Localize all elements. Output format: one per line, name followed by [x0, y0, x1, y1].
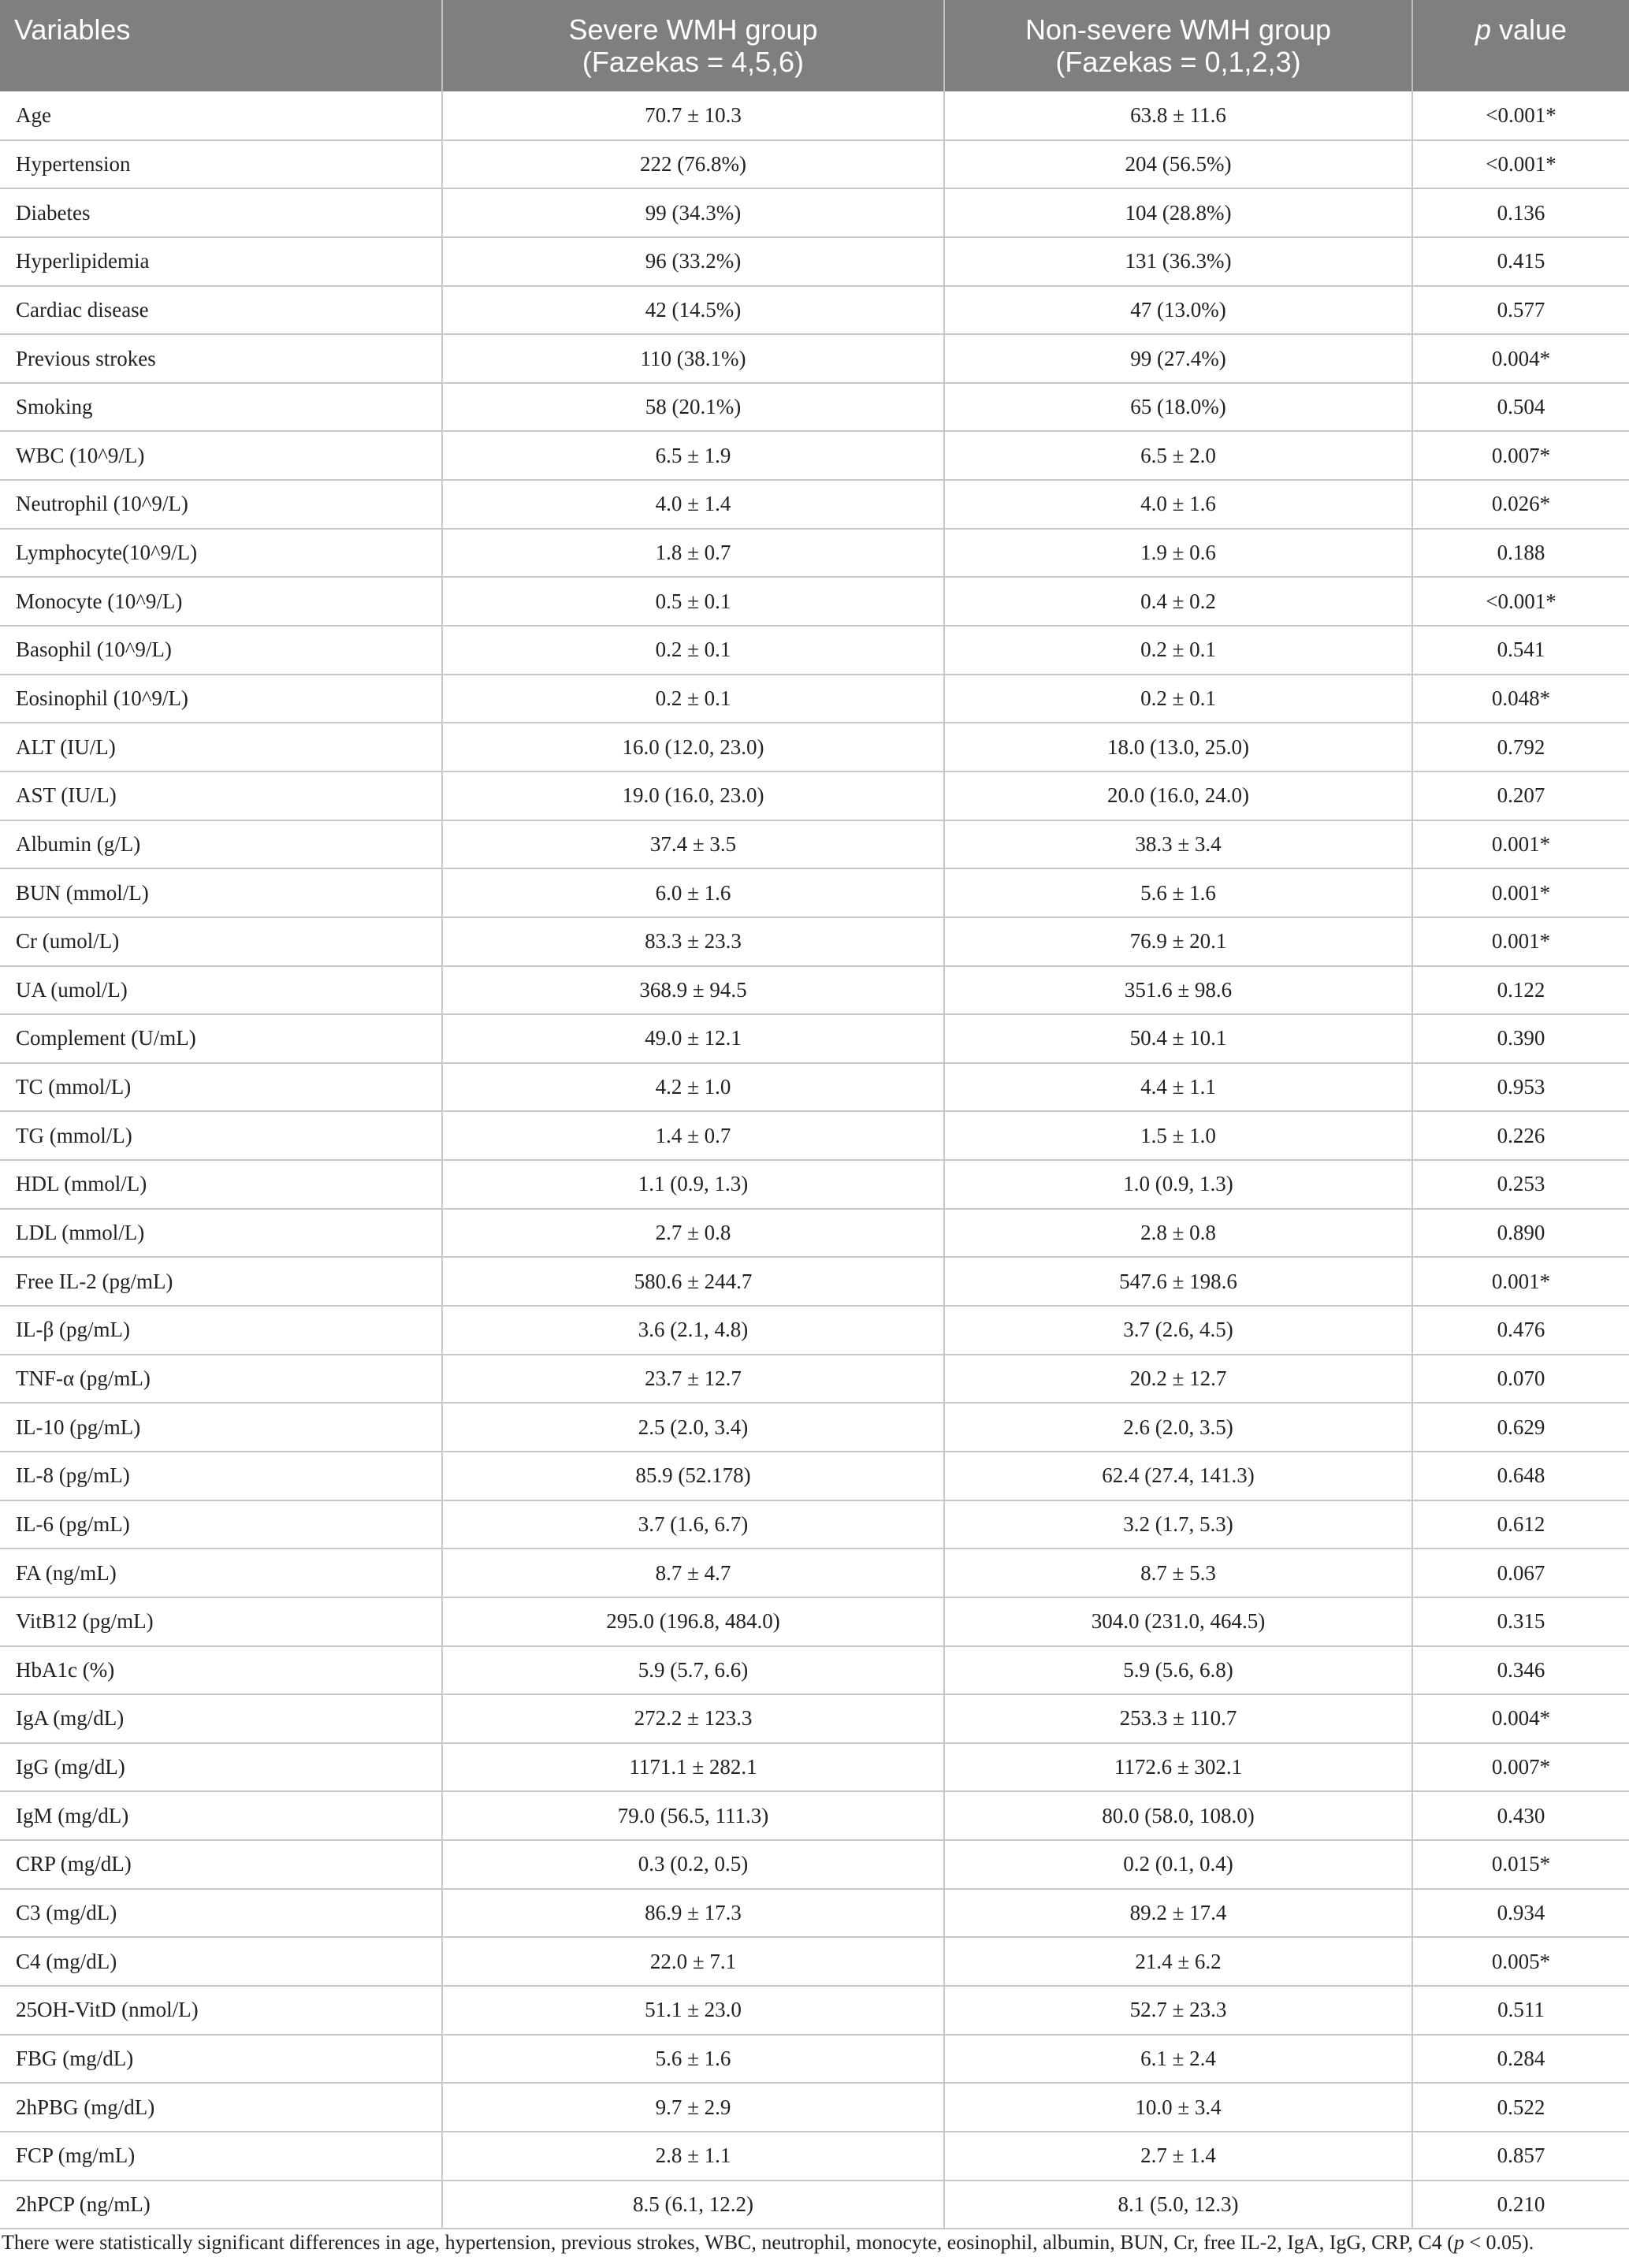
cell-nonsevere-value: 18.0 (13.0, 25.0) [944, 723, 1412, 771]
cell-severe-value: 580.6 ± 244.7 [442, 1257, 944, 1306]
cell-variable: Lymphocyte(10^9/L) [0, 529, 442, 578]
table-row [0, 286, 1629, 335]
cell-variable: Albumin (g/L) [0, 820, 442, 869]
header-p-value [1412, 0, 1629, 91]
cell-p-value: 0.070 [1412, 1355, 1629, 1404]
cell-variable: Age [0, 91, 442, 140]
cell-severe-value: 0.2 ± 0.1 [442, 626, 944, 675]
table-row [0, 1014, 1629, 1063]
cell-severe-value: 9.7 ± 2.9 [442, 2083, 944, 2132]
cell-severe-value: 83.3 ± 23.3 [442, 917, 944, 966]
table-row [0, 1549, 1629, 1597]
table-row [0, 2181, 1629, 2229]
cell-nonsevere-value: 62.4 (27.4, 141.3) [944, 1452, 1412, 1500]
table-row [0, 1791, 1629, 1840]
cell-severe-value: 0.5 ± 0.1 [442, 577, 944, 626]
header-p-italic: p [1475, 13, 1491, 46]
cell-variable: Diabetes [0, 188, 442, 237]
cell-nonsevere-value: 0.2 (0.1, 0.4) [944, 1840, 1412, 1889]
header-row [0, 0, 1629, 91]
cell-severe-value: 51.1 ± 23.0 [442, 1986, 944, 2035]
cell-nonsevere-value: 204 (56.5%) [944, 140, 1412, 189]
cell-variable: Free IL-2 (pg/mL) [0, 1257, 442, 1306]
footnote-p-italic: p [1453, 2231, 1464, 2254]
cell-p-value: 0.541 [1412, 626, 1629, 675]
cell-nonsevere-value: 5.9 (5.6, 6.8) [944, 1646, 1412, 1695]
table-row [0, 868, 1629, 917]
cell-severe-value: 0.3 (0.2, 0.5) [442, 1840, 944, 1889]
cell-p-value: 0.226 [1412, 1111, 1629, 1160]
table-row [0, 1500, 1629, 1549]
cell-severe-value: 222 (76.8%) [442, 140, 944, 189]
cell-p-value: 0.207 [1412, 771, 1629, 820]
cell-p-value: 0.792 [1412, 723, 1629, 771]
cell-nonsevere-value: 3.7 (2.6, 4.5) [944, 1306, 1412, 1355]
cell-p-value: 0.001* [1412, 868, 1629, 917]
cell-variable: C3 (mg/dL) [0, 1889, 442, 1938]
cell-nonsevere-value: 6.5 ± 2.0 [944, 431, 1412, 480]
cell-nonsevere-value: 0.2 ± 0.1 [944, 626, 1412, 675]
table-row [0, 480, 1629, 529]
cell-severe-value: 368.9 ± 94.5 [442, 966, 944, 1015]
table-row [0, 2083, 1629, 2132]
cell-variable: TC (mmol/L) [0, 1063, 442, 1112]
cell-variable: Eosinophil (10^9/L) [0, 675, 442, 723]
cell-p-value: 0.001* [1412, 820, 1629, 869]
cell-severe-value: 99 (34.3%) [442, 188, 944, 237]
cell-p-value: <0.001* [1412, 140, 1629, 189]
cell-variable: Neutrophil (10^9/L) [0, 480, 442, 529]
cell-nonsevere-value: 4.0 ± 1.6 [944, 480, 1412, 529]
cell-severe-value: 1.1 (0.9, 1.3) [442, 1160, 944, 1209]
cell-nonsevere-value: 6.1 ± 2.4 [944, 2035, 1412, 2084]
cell-nonsevere-value: 99 (27.4%) [944, 334, 1412, 383]
header-nonsevere-line1: Non-severe WMH group [1025, 13, 1332, 46]
table-row [0, 1840, 1629, 1889]
cell-p-value: 0.648 [1412, 1452, 1629, 1500]
cell-p-value: 0.004* [1412, 334, 1629, 383]
cell-p-value: 0.415 [1412, 237, 1629, 286]
cell-p-value: 0.136 [1412, 188, 1629, 237]
table-row [0, 1743, 1629, 1792]
cell-p-value: 0.048* [1412, 675, 1629, 723]
cell-nonsevere-value: 8.7 ± 5.3 [944, 1549, 1412, 1597]
header-p-rest: value [1490, 13, 1568, 46]
table-row [0, 1597, 1629, 1646]
cell-nonsevere-value: 21.4 ± 6.2 [944, 1937, 1412, 1986]
cell-p-value: <0.001* [1412, 577, 1629, 626]
cell-nonsevere-value: 0.2 ± 0.1 [944, 675, 1412, 723]
cell-severe-value: 4.2 ± 1.0 [442, 1063, 944, 1112]
table-row [0, 1257, 1629, 1306]
cell-variable: HbA1c (%) [0, 1646, 442, 1695]
table-footnote [0, 2231, 1629, 2255]
cell-p-value: 0.005* [1412, 1937, 1629, 1986]
cell-nonsevere-value: 3.2 (1.7, 5.3) [944, 1500, 1412, 1549]
cell-severe-value: 70.7 ± 10.3 [442, 91, 944, 140]
cell-nonsevere-value: 63.8 ± 11.6 [944, 91, 1412, 140]
cell-nonsevere-value: 0.4 ± 0.2 [944, 577, 1412, 626]
cell-severe-value: 110 (38.1%) [442, 334, 944, 383]
header-variables-label: Variables [14, 13, 131, 46]
cell-variable: VitB12 (pg/mL) [0, 1597, 442, 1646]
cell-severe-value: 58 (20.1%) [442, 383, 944, 432]
cell-variable: FCP (mg/mL) [0, 2132, 442, 2181]
header-nonsevere-group [944, 0, 1412, 91]
cell-severe-value: 2.8 ± 1.1 [442, 2132, 944, 2181]
cell-variable: Smoking [0, 383, 442, 432]
cell-nonsevere-value: 351.6 ± 98.6 [944, 966, 1412, 1015]
cell-p-value: 0.953 [1412, 1063, 1629, 1112]
cell-variable: Cardiac disease [0, 286, 442, 335]
cell-nonsevere-value: 4.4 ± 1.1 [944, 1063, 1412, 1112]
cell-variable: TNF-α (pg/mL) [0, 1355, 442, 1404]
cell-variable: Basophil (10^9/L) [0, 626, 442, 675]
header-variables [0, 0, 442, 91]
cell-nonsevere-value: 76.9 ± 20.1 [944, 917, 1412, 966]
cell-p-value: 0.934 [1412, 1889, 1629, 1938]
cell-variable: ALT (IU/L) [0, 723, 442, 771]
cell-nonsevere-value: 80.0 (58.0, 108.0) [944, 1791, 1412, 1840]
cell-nonsevere-value: 547.6 ± 198.6 [944, 1257, 1412, 1306]
cell-p-value: 0.522 [1412, 2083, 1629, 2132]
cell-variable: Complement (U/mL) [0, 1014, 442, 1063]
cell-p-value: 0.007* [1412, 431, 1629, 480]
cell-variable: IgM (mg/dL) [0, 1791, 442, 1840]
table-row [0, 1403, 1629, 1452]
cell-p-value: 0.476 [1412, 1306, 1629, 1355]
cell-p-value: 0.001* [1412, 917, 1629, 966]
cell-nonsevere-value: 1.9 ± 0.6 [944, 529, 1412, 578]
cell-p-value: 0.188 [1412, 529, 1629, 578]
cell-p-value: 0.577 [1412, 286, 1629, 335]
table-row [0, 334, 1629, 383]
cell-severe-value: 16.0 (12.0, 23.0) [442, 723, 944, 771]
cell-variable: Cr (umol/L) [0, 917, 442, 966]
cell-variable: IL-β (pg/mL) [0, 1306, 442, 1355]
table-row [0, 966, 1629, 1015]
cell-severe-value: 0.2 ± 0.1 [442, 675, 944, 723]
cell-severe-value: 1171.1 ± 282.1 [442, 1743, 944, 1792]
cell-severe-value: 79.0 (56.5, 111.3) [442, 1791, 944, 1840]
cell-nonsevere-value: 1.5 ± 1.0 [944, 1111, 1412, 1160]
cell-nonsevere-value: 47 (13.0%) [944, 286, 1412, 335]
cell-nonsevere-value: 52.7 ± 23.3 [944, 1986, 1412, 2035]
cell-variable: 25OH-VitD (nmol/L) [0, 1986, 442, 2035]
cell-p-value: 0.612 [1412, 1500, 1629, 1549]
cell-variable: LDL (mmol/L) [0, 1209, 442, 1258]
cell-severe-value: 2.5 (2.0, 3.4) [442, 1403, 944, 1452]
cell-p-value: 0.890 [1412, 1209, 1629, 1258]
cell-nonsevere-value: 20.0 (16.0, 24.0) [944, 771, 1412, 820]
cell-severe-value: 1.4 ± 0.7 [442, 1111, 944, 1160]
cell-p-value: 0.857 [1412, 2132, 1629, 2181]
cell-nonsevere-value: 2.6 (2.0, 3.5) [944, 1403, 1412, 1452]
cell-variable: IL-6 (pg/mL) [0, 1500, 442, 1549]
cell-severe-value: 295.0 (196.8, 484.0) [442, 1597, 944, 1646]
cell-nonsevere-value: 1172.6 ± 302.1 [944, 1743, 1412, 1792]
cell-severe-value: 1.8 ± 0.7 [442, 529, 944, 578]
footnote-text-before: There were statistically significant differences in age, hypertension, previous strokes, WBC, neutrophil, monocyte, eosinophil, albumin, BUN, Cr, free IL-2, IgA, IgG, CRP, C4 ( [2, 2231, 1454, 2254]
cell-severe-value: 3.6 (2.1, 4.8) [442, 1306, 944, 1355]
cell-p-value: 0.122 [1412, 966, 1629, 1015]
cell-variable: WBC (10^9/L) [0, 431, 442, 480]
cell-nonsevere-value: 2.7 ± 1.4 [944, 2132, 1412, 2181]
table-row [0, 1452, 1629, 1500]
cell-nonsevere-value: 38.3 ± 3.4 [944, 820, 1412, 869]
table-row [0, 1209, 1629, 1258]
cell-nonsevere-value: 2.8 ± 0.8 [944, 1209, 1412, 1258]
cell-variable: IL-10 (pg/mL) [0, 1403, 442, 1452]
cell-variable: FA (ng/mL) [0, 1549, 442, 1597]
table-row [0, 1694, 1629, 1743]
cell-severe-value: 2.7 ± 0.8 [442, 1209, 944, 1258]
cell-p-value: 0.026* [1412, 480, 1629, 529]
table-row [0, 1306, 1629, 1355]
cell-severe-value: 96 (33.2%) [442, 237, 944, 286]
cell-p-value: 0.210 [1412, 2181, 1629, 2229]
table-row [0, 237, 1629, 286]
table-row [0, 723, 1629, 771]
header-severe-line1: Severe WMH group [568, 13, 818, 46]
cell-nonsevere-value: 89.2 ± 17.4 [944, 1889, 1412, 1938]
cell-p-value: 0.504 [1412, 383, 1629, 432]
cell-nonsevere-value: 1.0 (0.9, 1.3) [944, 1160, 1412, 1209]
cell-p-value: 0.430 [1412, 1791, 1629, 1840]
cell-severe-value: 6.0 ± 1.6 [442, 868, 944, 917]
cell-p-value: 0.284 [1412, 2035, 1629, 2084]
cell-p-value: <0.001* [1412, 91, 1629, 140]
cell-severe-value: 86.9 ± 17.3 [442, 1889, 944, 1938]
cell-severe-value: 37.4 ± 3.5 [442, 820, 944, 869]
cell-severe-value: 49.0 ± 12.1 [442, 1014, 944, 1063]
cell-variable: TG (mmol/L) [0, 1111, 442, 1160]
cell-severe-value: 22.0 ± 7.1 [442, 1937, 944, 1986]
cell-nonsevere-value: 50.4 ± 10.1 [944, 1014, 1412, 1063]
cell-p-value: 0.067 [1412, 1549, 1629, 1597]
cell-p-value: 0.015* [1412, 1840, 1629, 1889]
cell-nonsevere-value: 8.1 (5.0, 12.3) [944, 2181, 1412, 2229]
cell-p-value: 0.004* [1412, 1694, 1629, 1743]
table-row [0, 140, 1629, 189]
table-row [0, 1160, 1629, 1209]
footnote-text-after: < 0.05). [1463, 2231, 1534, 2254]
cell-nonsevere-value: 131 (36.3%) [944, 237, 1412, 286]
cell-p-value: 0.001* [1412, 1257, 1629, 1306]
cell-variable: C4 (mg/dL) [0, 1937, 442, 1986]
header-severe-group [442, 0, 944, 91]
table-header [0, 0, 1629, 91]
table-row [0, 529, 1629, 578]
table-row [0, 188, 1629, 237]
cell-p-value: 0.315 [1412, 1597, 1629, 1646]
cell-variable: FBG (mg/dL) [0, 2035, 442, 2084]
table-row [0, 1355, 1629, 1404]
cell-nonsevere-value: 10.0 ± 3.4 [944, 2083, 1412, 2132]
table-row [0, 1937, 1629, 1986]
table-row [0, 431, 1629, 480]
cell-variable: Hypertension [0, 140, 442, 189]
cell-severe-value: 4.0 ± 1.4 [442, 480, 944, 529]
table-row [0, 771, 1629, 820]
cell-variable: IgG (mg/dL) [0, 1743, 442, 1792]
cell-nonsevere-value: 304.0 (231.0, 464.5) [944, 1597, 1412, 1646]
table-row [0, 2035, 1629, 2084]
cell-p-value: 0.346 [1412, 1646, 1629, 1695]
cell-p-value: 0.253 [1412, 1160, 1629, 1209]
table-row [0, 1646, 1629, 1695]
cell-severe-value: 23.7 ± 12.7 [442, 1355, 944, 1404]
cell-nonsevere-value: 5.6 ± 1.6 [944, 868, 1412, 917]
table-body [0, 91, 1629, 2229]
cell-variable: IgA (mg/dL) [0, 1694, 442, 1743]
cell-variable: 2hPCP (ng/mL) [0, 2181, 442, 2229]
cell-variable: HDL (mmol/L) [0, 1160, 442, 1209]
cell-p-value: 0.511 [1412, 1986, 1629, 2035]
cell-severe-value: 8.7 ± 4.7 [442, 1549, 944, 1597]
cell-severe-value: 42 (14.5%) [442, 286, 944, 335]
cell-variable: Hyperlipidemia [0, 237, 442, 286]
table-row [0, 1063, 1629, 1112]
table-row [0, 626, 1629, 675]
cell-variable: AST (IU/L) [0, 771, 442, 820]
header-severe-line2: (Fazekas = 4,5,6) [582, 46, 805, 78]
cell-p-value: 0.007* [1412, 1743, 1629, 1792]
cell-nonsevere-value: 65 (18.0%) [944, 383, 1412, 432]
cell-variable: Previous strokes [0, 334, 442, 383]
table-row [0, 2132, 1629, 2181]
cell-nonsevere-value: 104 (28.8%) [944, 188, 1412, 237]
cell-variable: IL-8 (pg/mL) [0, 1452, 442, 1500]
cell-severe-value: 19.0 (16.0, 23.0) [442, 771, 944, 820]
table-row [0, 917, 1629, 966]
cell-nonsevere-value: 253.3 ± 110.7 [944, 1694, 1412, 1743]
table-row [0, 383, 1629, 432]
table-row [0, 1111, 1629, 1160]
header-nonsevere-line2: (Fazekas = 0,1,2,3) [1055, 46, 1301, 78]
table-row [0, 91, 1629, 140]
cell-severe-value: 272.2 ± 123.3 [442, 1694, 944, 1743]
cell-p-value: 0.629 [1412, 1403, 1629, 1452]
cell-p-value: 0.390 [1412, 1014, 1629, 1063]
cell-variable: 2hPBG (mg/dL) [0, 2083, 442, 2132]
cell-variable: CRP (mg/dL) [0, 1840, 442, 1889]
cell-severe-value: 3.7 (1.6, 6.7) [442, 1500, 944, 1549]
cell-severe-value: 6.5 ± 1.9 [442, 431, 944, 480]
table-row [0, 1986, 1629, 2035]
table-row [0, 1889, 1629, 1938]
cell-severe-value: 5.9 (5.7, 6.6) [442, 1646, 944, 1695]
cell-severe-value: 8.5 (6.1, 12.2) [442, 2181, 944, 2229]
cell-severe-value: 85.9 (52.178) [442, 1452, 944, 1500]
table-row [0, 675, 1629, 723]
cell-variable: UA (umol/L) [0, 966, 442, 1015]
cell-variable: Monocyte (10^9/L) [0, 577, 442, 626]
cell-nonsevere-value: 20.2 ± 12.7 [944, 1355, 1412, 1404]
table-row [0, 820, 1629, 869]
table-row [0, 577, 1629, 626]
cell-severe-value: 5.6 ± 1.6 [442, 2035, 944, 2084]
cell-variable: BUN (mmol/L) [0, 868, 442, 917]
